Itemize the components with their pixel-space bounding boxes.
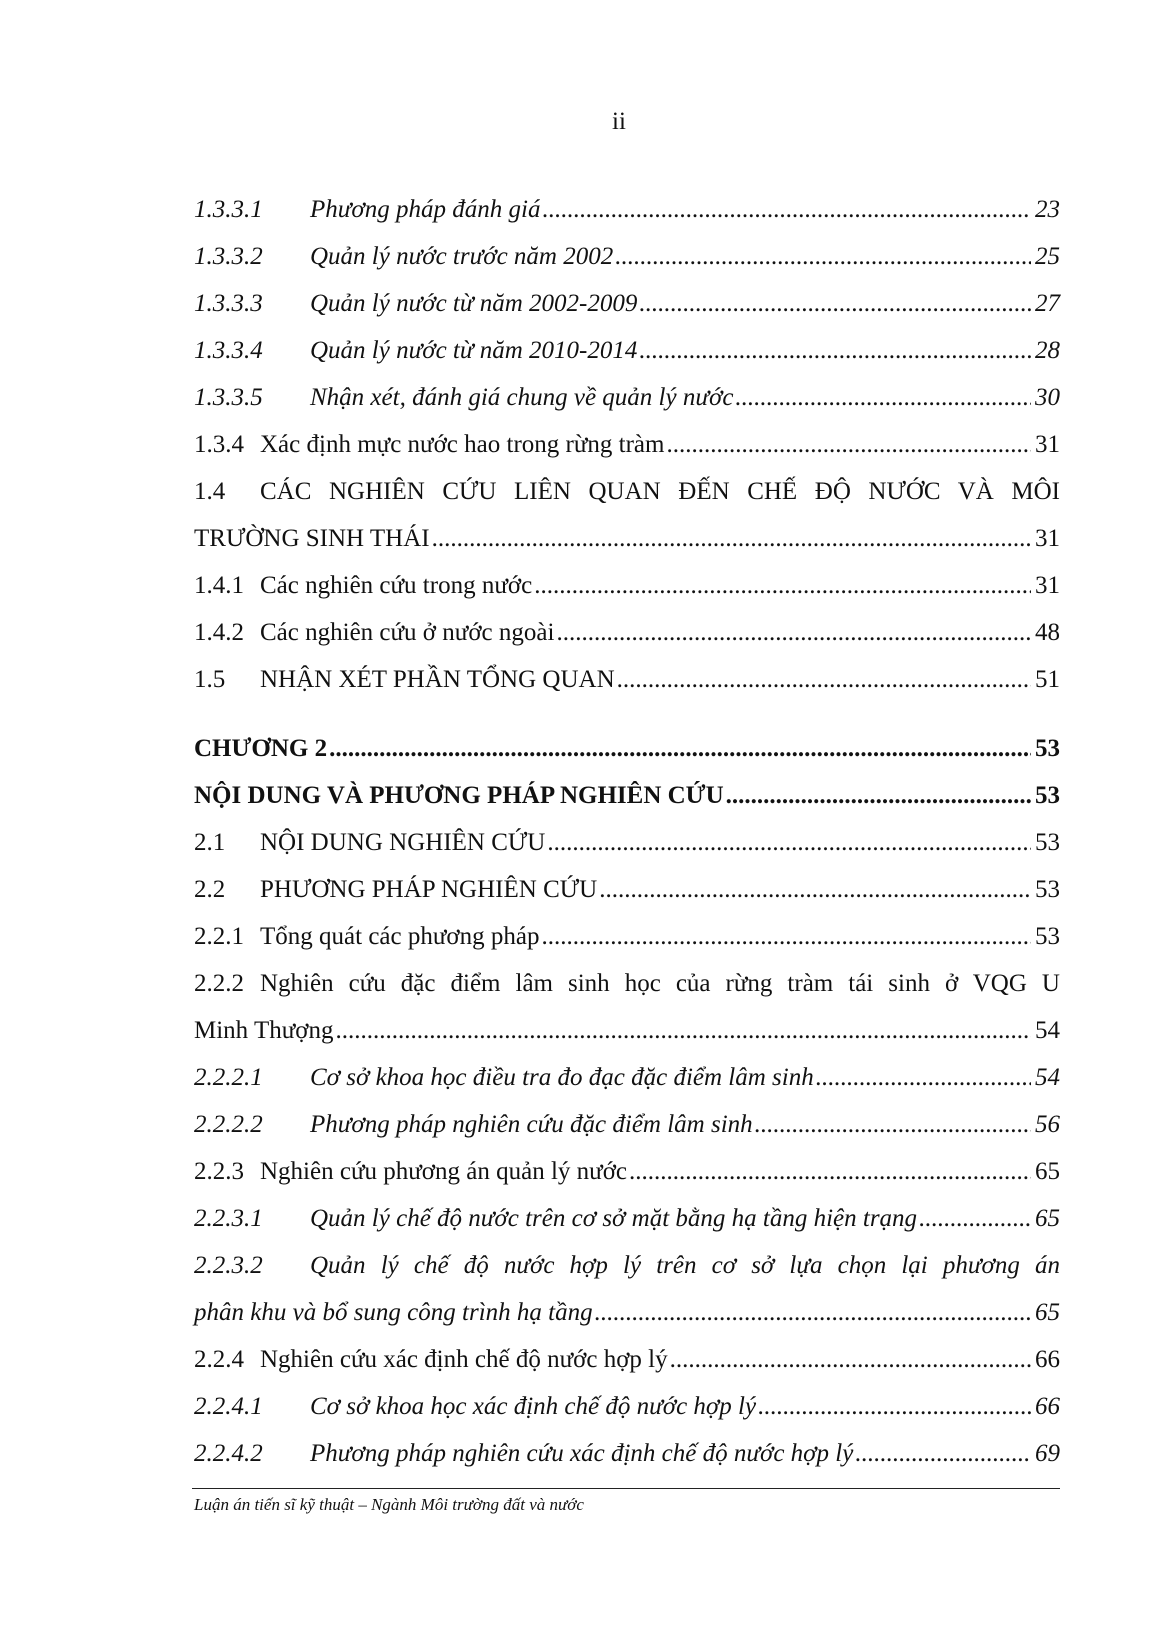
toc-page: 53 [1035,876,1060,903]
toc-chapter-entry[interactable] [194,772,1060,819]
toc-number: 2.2.1 [194,923,244,950]
toc-page: 53 [1035,829,1060,856]
footer-divider [192,1488,1060,1489]
toc-title: Cơ sở khoa học xác định chế độ nước hợp lý [310,1393,757,1420]
toc-title: PHƯƠNG PHÁP NGHIÊN CỨU [260,876,598,903]
toc-entry-continued[interactable] [194,1289,1060,1336]
toc-entry[interactable] [194,280,1060,327]
dot-leader [666,421,1031,468]
toc-title: Cơ sở khoa học điều tra đo đạc đặc điểm lâm sinh [310,1064,814,1091]
toc-number: 1.3.4 [194,431,244,458]
dot-leader [816,1054,1031,1101]
dot-leader [617,656,1031,703]
dot-leader [432,515,1031,562]
toc-title: NỘI DUNG NGHIÊN CỨU [260,829,546,856]
toc-page: 54 [1035,1064,1060,1091]
toc-title: Nhận xét, đánh giá chung về quản lý nước [310,384,734,411]
toc-number: 2.2.3.1 [194,1205,263,1232]
toc-number: 1.3.3.1 [194,196,263,223]
toc-page: 31 [1035,525,1060,552]
toc-number: 1.3.3.3 [194,290,263,317]
toc-number: 2.2.4.2 [194,1440,263,1467]
toc-page: 27 [1035,290,1060,317]
toc-entry[interactable] [194,421,1060,468]
toc-title: Nghiên cứu xác định chế độ nước hợp lý [260,1346,668,1373]
toc-page: 66 [1035,1346,1060,1373]
toc-number: 1.4.1 [194,572,244,599]
section-gap [194,703,1060,725]
dot-leader [329,725,1031,772]
toc-title: Quản lý chế độ nước trên cơ sở mặt bằng hạ tầng hiện trạng [310,1205,918,1232]
dot-leader [755,1101,1031,1148]
toc-page: 65 [1035,1205,1060,1232]
toc-title: Quản lý chế độ nước hợp lý trên cơ sở lựa chọn lại phương án [310,1252,1060,1279]
dot-leader [541,913,1031,960]
toc-number: 1.4.2 [194,619,244,646]
dot-leader [336,1007,1031,1054]
toc-title: NHẬN XÉT PHẦN TỔNG QUAN [260,666,615,693]
toc-page: 31 [1035,572,1060,599]
toc-entry[interactable] [194,656,1060,703]
toc-title: Phương pháp nghiên cứu đặc điểm lâm sinh [310,1111,753,1138]
toc-page: 51 [1035,666,1060,693]
toc-entry[interactable] [194,1101,1060,1148]
dot-leader [595,1289,1031,1336]
dot-leader [735,374,1031,421]
toc-title: Các nghiên cứu ở nước ngoài [260,619,555,646]
toc-number: 2.2 [194,876,226,903]
toc-page: 53 [1035,923,1060,950]
toc-entry[interactable] [194,468,1060,515]
toc-number: 1.3.3.2 [194,243,263,270]
toc-chapter-entry[interactable] [194,725,1060,772]
toc-title: Tổng quát các phương pháp [260,923,540,950]
toc-title: NỘI DUNG VÀ PHƯƠNG PHÁP NGHIÊN CỨU [194,782,724,809]
toc-page: 23 [1035,196,1060,223]
toc-title: Quản lý nước từ năm 2010-2014 [310,337,638,364]
toc-entry-continued[interactable] [194,1007,1060,1054]
toc-entry[interactable] [194,233,1060,280]
toc-page: 53 [1035,735,1060,762]
toc-title: Phương pháp nghiên cứu xác định chế độ nước hợp lý [310,1440,854,1467]
toc-title: CÁC NGHIÊN CỨU LIÊN QUAN ĐẾN CHẾ ĐỘ NƯỚC VÀ MÔI [260,478,1060,505]
toc-entry[interactable] [194,186,1060,233]
toc-page: 65 [1035,1158,1060,1185]
toc-entry[interactable] [194,819,1060,866]
toc-number: 1.4 [194,478,226,505]
toc-entry[interactable] [194,1195,1060,1242]
toc-page: 28 [1035,337,1060,364]
toc-number: 2.2.4 [194,1346,244,1373]
toc-entry[interactable] [194,374,1060,421]
toc-page: 56 [1035,1111,1060,1138]
dot-leader [919,1195,1031,1242]
toc-page: 66 [1035,1393,1060,1420]
toc-title: Quản lý nước từ năm 2002-2009 [310,290,638,317]
toc-page: 53 [1035,782,1060,809]
dot-leader [599,866,1031,913]
toc-number: 2.2.4.1 [194,1393,263,1420]
toc-entry-continued[interactable] [194,515,1060,562]
toc-title: TRƯỜNG SINH THÁI [194,525,430,552]
toc-entry[interactable] [194,562,1060,609]
table-of-contents [194,186,1060,1477]
dot-leader [542,186,1031,233]
toc-page: 25 [1035,243,1060,270]
toc-title: phân khu và bổ sung công trình hạ tầng [194,1299,593,1326]
toc-title: Xác định mực nước hao trong rừng tràm [260,431,665,458]
toc-page: 69 [1035,1440,1060,1467]
dot-leader [758,1383,1031,1430]
toc-entry[interactable] [194,866,1060,913]
toc-title: Phương pháp đánh giá [310,196,541,223]
dot-leader [726,772,1031,819]
toc-page: 31 [1035,431,1060,458]
toc-entry[interactable] [194,1430,1060,1477]
toc-number: 2.2.2.1 [194,1064,263,1091]
dot-leader [547,819,1031,866]
toc-title: CHƯƠNG 2 [194,735,328,762]
toc-page: 48 [1035,619,1060,646]
dot-leader [615,233,1031,280]
dot-leader [639,280,1031,327]
toc-page: 54 [1035,1017,1060,1044]
toc-title: Nghiên cứu phương án quản lý nước [260,1158,628,1185]
toc-number: 2.2.3 [194,1158,244,1185]
dot-leader [855,1430,1031,1477]
toc-number: 1.3.3.5 [194,384,263,411]
toc-entry[interactable] [194,609,1060,656]
toc-title: Quản lý nước trước năm 2002 [310,243,614,270]
toc-entry[interactable] [194,1242,1060,1289]
dot-leader [639,327,1031,374]
toc-number: 2.1 [194,829,226,856]
dot-leader [556,609,1031,656]
toc-entry[interactable] [194,1148,1060,1195]
dot-leader [534,562,1031,609]
toc-number: 2.2.2 [194,970,244,997]
toc-page: 65 [1035,1299,1060,1326]
toc-entry[interactable] [194,960,1060,1007]
page-footer: Luận án tiến sĩ kỹ thuật – Ngành Môi trường đất và nước [194,1495,584,1514]
toc-title: Minh Thượng [194,1017,334,1044]
toc-title: Nghiên cứu đặc điểm lâm sinh học của rừng tràm tái sinh ở VQG U [260,970,1060,997]
toc-title: Các nghiên cứu trong nước [260,572,533,599]
toc-entry[interactable] [194,327,1060,374]
toc-number: 1.3.3.4 [194,337,263,364]
toc-entry[interactable] [194,1054,1060,1101]
toc-number: 2.2.2.2 [194,1111,263,1138]
toc-number: 1.5 [194,666,226,693]
page-number: ii [612,108,626,135]
toc-number: 2.2.3.2 [194,1252,263,1279]
toc-entry[interactable] [194,1336,1060,1383]
toc-entry[interactable] [194,1383,1060,1430]
toc-page: 30 [1035,384,1060,411]
dot-leader [670,1336,1031,1383]
dot-leader [629,1148,1031,1195]
toc-entry[interactable] [194,913,1060,960]
